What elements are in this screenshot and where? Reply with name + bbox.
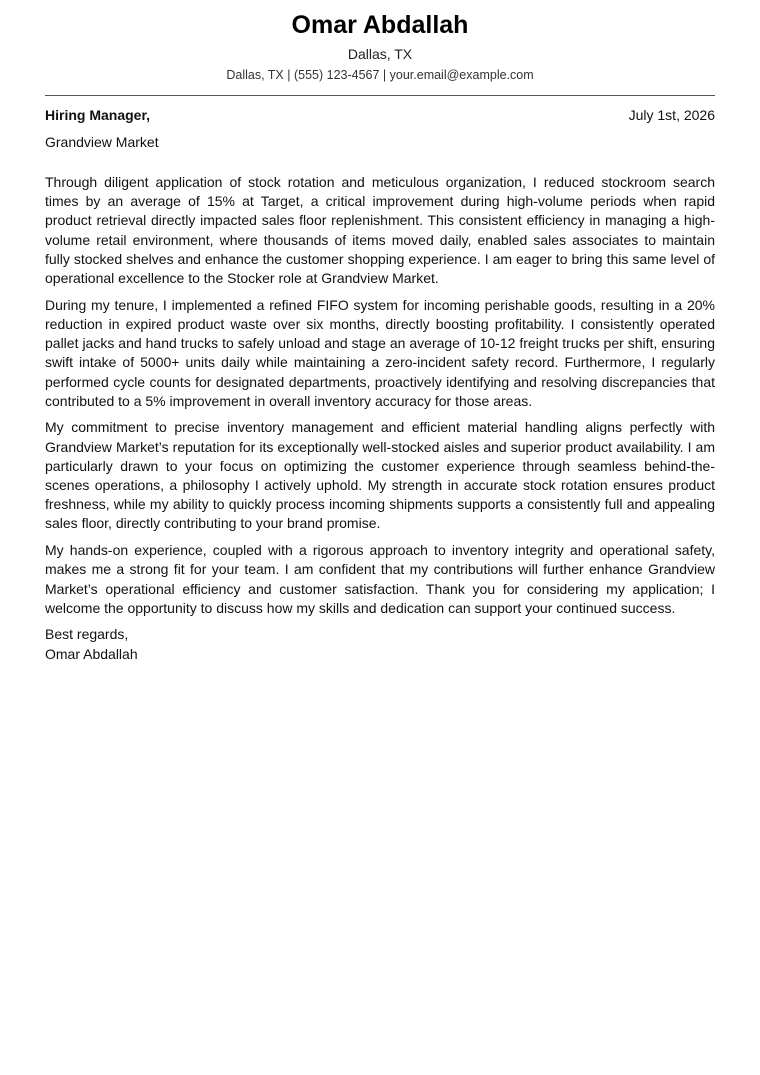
closing-block: [45, 625, 715, 663]
applicant-name: Omar Abdallah: [291, 11, 469, 39]
letter-date: July 1st, 2026: [628, 107, 715, 123]
recipient-company: Grandview Market: [45, 134, 159, 150]
salutation: Hiring Manager,: [45, 107, 151, 123]
contact-line: Dallas, TX | (555) 123-4567 | your.email@example.com: [226, 68, 534, 82]
signoff: Best regards,: [45, 626, 129, 643]
header-divider: [45, 95, 715, 96]
body-paragraph: My commitment to precise inventory management and efficient material handling aligns perfectly with Grandview Market’s reputation for its exceptionally well-stocked aisles and superior product availability. I am particularly drawn to your focus on optimizing the customer experience through seamless behind-the-scenes operations, a philosophy I actively uphold. My strength in accurate stock rotation ensures product freshness, while my ability to quickly process incoming shipments supports a consistently full and appealing sales floor, directly contributing to your brand promise.: [45, 419, 715, 532]
applicant-location: Dallas, TX: [347, 46, 413, 62]
letter-body: [45, 173, 715, 618]
body-paragraph: During my tenure, I implemented a refined FIFO system for incoming perishable goods, resulting in a 20% reduction in expired product waste over six months, directly boosting profitability. I consistently operated pallet jacks and hand trucks to safely unload and stage an average of 10-12 freight trucks per shift, ensuring swift intake of 5000+ units daily while maintaining a zero-incident safety record. Furthermore, I regularly performed cycle counts for designated departments, proactively identifying and resolving discrepancies that contributed to a 5% improvement in overall inventory accuracy for those areas.: [45, 296, 715, 409]
recipient-row: [45, 106, 715, 124]
body-paragraph: Through diligent application of stock rotation and meticulous organization, I reduced stockroom search times by an average of 15% at Target, a critical improvement during high-volume periods when rapid product retrieval directly impacted sales floor replenishment. This consistent efficiency in managing a high-volume retail environment, where thousands of items moved daily, enabled sales associates to maintain fully stocked shelves and enhance the customer shopping experience. I am eager to bring this same level of operational excellence to the Stocker role at Grandview Market.: [45, 174, 715, 287]
body-paragraph: My hands-on experience, coupled with a rigorous approach to inventory integrity and operational safety, makes me a strong fit for your team. I am confident that my contributions will further enhance Grandview Market’s operational efficiency and customer satisfaction. Thank you for considering my application; I welcome the opportunity to discuss how my skills and dedication can support your continued success.: [45, 542, 715, 616]
signature: Omar Abdallah: [45, 645, 138, 662]
